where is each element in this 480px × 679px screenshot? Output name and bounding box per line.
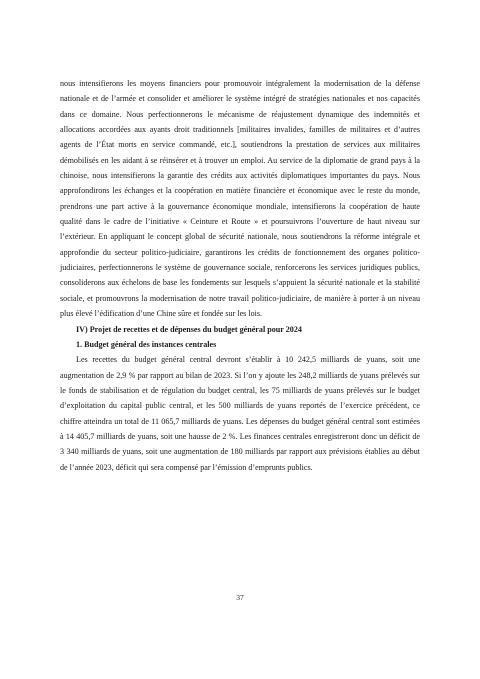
document-page (60, 76, 420, 475)
body-paragraph-defense: nous intensifierons les moyens financiers pour promouvoir intégralement la modernisation de la défense nationale et de l’armée et consolider et améliorer le système intégré de stratégies nationales et nos capacités dans ce domaine. Nous perfectionnerons le mécanisme de réajustement dynamique des indemnités et allocations accordées aux ayants droit traditionnels [militaires invalides, familles de militaires et d’autres agents de l’État morts en service commandé, etc.], soutiendrons la prestation de services aux militaires démobilisés en les aidant à se réinsérer et à trouver un emploi. Au service de la diplomatie de grand pays à la chinoise, nous intensifierons la garantie des crédits aux activités diplomatiques importantes du pays. Nous approfondirons les échanges et la coopération en matière financière et économique avec le reste du monde, prendrons une part active à la gouvernance économique mondiale, intensifierons la coopération de haute qualité dans le cadre de l’initiative « Ceinture et Route » et poursuivrons l’ouverture de haut niveau sur l’extérieur. En appliquant le concept global de sécurité nationale, nous soutiendrons la réforme intégrale et approfondie du secteur politico-judiciaire, garantirons les crédits de fonctionnement des organes politico-judiciaires, perfectionnerons le système de gouvernance sociale, renforcerons les services juridiques publics, consoliderons aux échelons de base les fondements sur lesquels s’appuient la sécurité nationale et la stabilité sociale, et promouvrons la modernisation de notre travail politico-judiciaire, de manière à porter à un niveau plus élevé l’édification d’une Chine sûre et fondée sur les lois. (60, 79, 420, 319)
page-number: 37 (236, 593, 244, 602)
body-paragraph-central-revenue: Les recettes du budget général central devront s’établir à 10 242,5 milliards de yuans, soit une augmentation de 2,9 % par rapport au bilan de 2023. Si l’on y ajoute les 248,2 milliards de yuans prélevés sur le fonds de stabilisation et de régulation du budget central, les 75 milliards de yuans prélevés sur le budget d’exploitation du capital public central, et les 500 milliards de yuans reportés de l’exercice précédent, ce chiffre atteindra un total de 11 065,7 milliards de yuans. Les dépenses du budget général central sont estimées à 14 405,7 milliards de yuans, soit une hausse de 2 %. Les finances centrales enregistreront donc un déficit de 3 340 milliards de yuans, soit une augmentation de 180 milliards par rapport aux prévisions établies au début de l’année 2023, déficit qui sera compensé par l’émission d’emprunts publics. (60, 355, 420, 472)
section-heading-budget-2024: IV) Projet de recettes et de dépenses du budget général pour 2024 (76, 324, 302, 334)
subsection-heading-central-budget: 1. Budget général des instances centrales (76, 339, 217, 349)
